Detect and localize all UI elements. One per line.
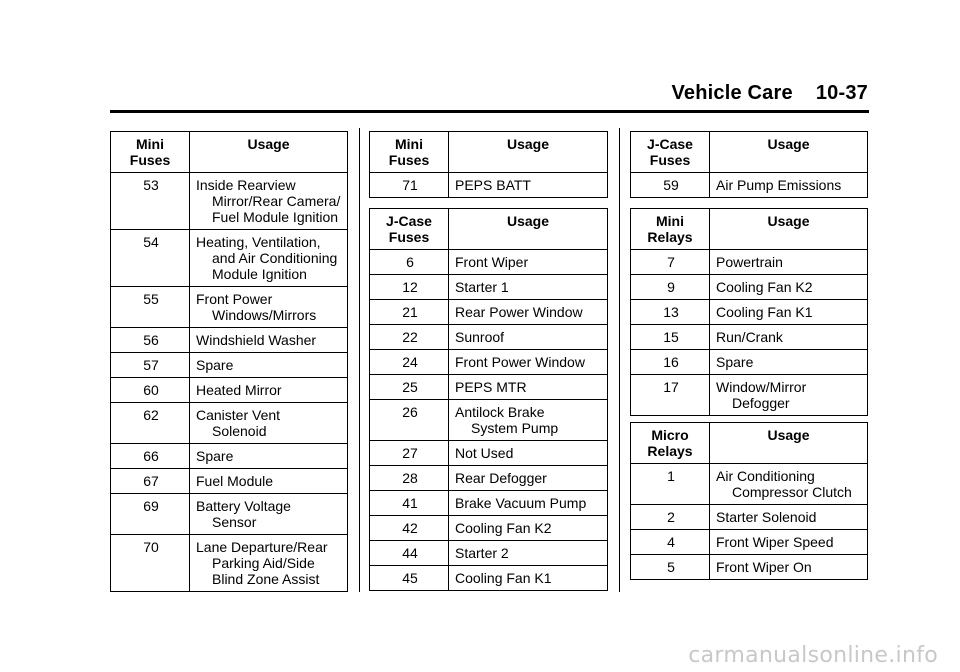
usage-line: Windshield Washer <box>196 332 317 348</box>
fuse-number: 16 <box>631 350 710 375</box>
column-header-number: Mini Fuses <box>370 132 449 173</box>
table-row <box>370 541 608 566</box>
fuse-usage <box>449 566 608 591</box>
usage-line: Brake Vacuum Pump <box>455 495 587 511</box>
usage-line: Sunroof <box>455 329 505 345</box>
table-row <box>111 403 348 444</box>
table-row <box>111 469 348 494</box>
fuse-number: 22 <box>370 325 449 350</box>
table-row <box>631 530 868 555</box>
usage-line: Front Wiper Speed <box>716 534 834 550</box>
j-case-fuses-table <box>369 208 608 591</box>
fuse-usage <box>710 300 868 325</box>
fuse-usage <box>190 494 348 535</box>
usage-line: Air Conditioning <box>716 468 815 484</box>
table-row <box>631 375 868 416</box>
fuse-usage <box>710 464 868 505</box>
fuse-usage <box>710 250 868 275</box>
fuse-number: 56 <box>111 328 190 353</box>
fuse-number: 55 <box>111 287 190 328</box>
fuse-usage <box>449 541 608 566</box>
fuse-number: 25 <box>370 375 449 400</box>
column-header-usage: Usage <box>190 132 348 173</box>
usage-line: Inside Rearview <box>196 177 296 193</box>
usage-line: Module Ignition <box>212 266 307 282</box>
table-header-row <box>631 423 868 464</box>
fuse-number: 69 <box>111 494 190 535</box>
column-header-usage: Usage <box>449 209 608 250</box>
fuse-number: 17 <box>631 375 710 416</box>
fuse-usage <box>710 173 868 198</box>
fuse-number: 42 <box>370 516 449 541</box>
micro-relays-table <box>630 422 868 580</box>
usage-line: Fuel Module Ignition <box>212 209 339 225</box>
fuse-number: 54 <box>111 230 190 287</box>
usage-line: Lane Departure/Rear <box>196 539 328 555</box>
column-header-usage: Usage <box>710 209 868 250</box>
section-title: Vehicle Care <box>671 82 793 104</box>
fuse-usage <box>449 400 608 441</box>
table-row <box>631 464 868 505</box>
fuse-number: 1 <box>631 464 710 505</box>
fuse-number: 60 <box>111 378 190 403</box>
column-divider-right <box>619 128 620 592</box>
usage-line: Front Power Window <box>455 354 585 370</box>
fuse-usage <box>190 444 348 469</box>
fuse-usage <box>710 325 868 350</box>
fuse-usage <box>190 469 348 494</box>
fuse-number: 6 <box>370 250 449 275</box>
table-row <box>370 516 608 541</box>
fuse-usage <box>710 375 868 416</box>
fuse-usage <box>449 350 608 375</box>
fuse-usage <box>449 325 608 350</box>
usage-line: Rear Defogger <box>455 470 547 486</box>
fuse-usage <box>710 530 868 555</box>
table-row <box>370 375 608 400</box>
table-row <box>631 173 868 198</box>
fuse-number: 28 <box>370 466 449 491</box>
table-row <box>111 173 348 230</box>
fuse-usage <box>449 441 608 466</box>
fuse-number: 21 <box>370 300 449 325</box>
usage-line: Starter Solenoid <box>716 509 817 525</box>
fuse-usage <box>190 535 348 592</box>
usage-line: Front Power <box>196 291 273 307</box>
fuse-number: 7 <box>631 250 710 275</box>
table-header-row <box>370 132 608 173</box>
fuse-number: 45 <box>370 566 449 591</box>
page-header-title <box>671 82 868 105</box>
column-header-number: Mini Fuses <box>111 132 190 173</box>
fuse-usage <box>710 350 868 375</box>
fuse-number: 26 <box>370 400 449 441</box>
fuse-number: 27 <box>370 441 449 466</box>
table-header-row <box>631 209 868 250</box>
fuse-number: 44 <box>370 541 449 566</box>
usage-line: Spare <box>196 357 234 373</box>
table-row <box>370 250 608 275</box>
table-row <box>631 250 868 275</box>
table-row <box>111 287 348 328</box>
usage-line: Starter 2 <box>455 545 509 561</box>
fuse-number: 70 <box>111 535 190 592</box>
fuse-number: 24 <box>370 350 449 375</box>
fuse-number: 57 <box>111 353 190 378</box>
table-row <box>370 300 608 325</box>
usage-line: Spare <box>716 354 754 370</box>
fuse-usage <box>449 300 608 325</box>
usage-line: Antilock Brake <box>455 404 545 420</box>
column-header-number: J-Case Fuses <box>631 132 710 173</box>
column-header-usage: Usage <box>710 423 868 464</box>
table-row <box>631 300 868 325</box>
usage-line: and Air Conditioning <box>212 250 338 266</box>
usage-line: Mirror/Rear Camera/ <box>212 193 341 209</box>
column-header-usage: Usage <box>710 132 868 173</box>
table-row <box>111 535 348 592</box>
table-row <box>631 350 868 375</box>
fuse-usage <box>190 378 348 403</box>
table-row <box>370 275 608 300</box>
table-row <box>631 555 868 580</box>
fuse-number: 71 <box>370 173 449 198</box>
table-row <box>111 230 348 287</box>
fuse-usage <box>449 516 608 541</box>
mini-fuses-table <box>110 131 348 592</box>
j-case-fuses-table-continued <box>630 131 868 198</box>
usage-line: Not Used <box>455 445 514 461</box>
fuse-usage <box>190 328 348 353</box>
usage-line: Cooling Fan K2 <box>716 279 813 295</box>
usage-line: Front Wiper <box>455 254 529 270</box>
fuse-number: 5 <box>631 555 710 580</box>
usage-line: Compressor Clutch <box>732 484 852 500</box>
usage-line: Windows/Mirrors <box>212 307 317 323</box>
usage-line: Window/Mirror <box>716 379 807 395</box>
table-row <box>631 325 868 350</box>
table-row <box>631 275 868 300</box>
fuse-number: 4 <box>631 530 710 555</box>
usage-line: Cooling Fan K2 <box>455 520 552 536</box>
usage-line: Powertrain <box>716 254 783 270</box>
usage-line: Heating, Ventilation, <box>196 234 321 250</box>
fuse-number: 12 <box>370 275 449 300</box>
column-divider-left <box>359 128 360 592</box>
table-row <box>370 466 608 491</box>
fuse-usage <box>190 173 348 230</box>
table-row <box>370 566 608 591</box>
column-header-number: Mini Relays <box>631 209 710 250</box>
usage-line: Spare <box>196 448 234 464</box>
fuse-usage <box>710 275 868 300</box>
usage-line: Battery Voltage <box>196 498 291 514</box>
fuse-usage <box>710 555 868 580</box>
fuse-usage <box>190 287 348 328</box>
column-header-number: J-Case Fuses <box>370 209 449 250</box>
table-row <box>370 173 608 198</box>
table-header-row <box>370 209 608 250</box>
fuse-usage <box>449 466 608 491</box>
table-header-row <box>631 132 868 173</box>
usage-line: System Pump <box>471 420 559 436</box>
mini-fuses-table-continued <box>369 131 608 198</box>
page-number: 10-37 <box>815 82 868 104</box>
usage-line: Solenoid <box>212 423 267 439</box>
table-row <box>370 441 608 466</box>
column-header-number: Micro Relays <box>631 423 710 464</box>
usage-line: Rear Power Window <box>455 304 583 320</box>
usage-line: PEPS MTR <box>455 379 527 395</box>
fuse-number: 13 <box>631 300 710 325</box>
fuse-number: 53 <box>111 173 190 230</box>
fuse-usage <box>190 230 348 287</box>
table-row <box>370 491 608 516</box>
table-row <box>370 325 608 350</box>
usage-line: Air Pump Emissions <box>716 177 842 193</box>
usage-line: PEPS BATT <box>455 177 531 193</box>
table-row <box>111 378 348 403</box>
fuse-number: 62 <box>111 403 190 444</box>
fuse-usage <box>190 403 348 444</box>
usage-line: Front Wiper On <box>716 559 812 575</box>
usage-line: Cooling Fan K1 <box>716 304 813 320</box>
usage-line: Canister Vent <box>196 407 281 423</box>
fuse-usage <box>449 173 608 198</box>
fuse-usage <box>449 375 608 400</box>
fuse-number: 59 <box>631 173 710 198</box>
header-rule <box>110 110 869 113</box>
watermark: carmanualsonline.info <box>688 643 938 668</box>
table-row <box>111 494 348 535</box>
mini-relays-table <box>630 208 868 416</box>
fuse-number: 67 <box>111 469 190 494</box>
fuse-usage <box>449 491 608 516</box>
usage-line: Heated Mirror <box>196 382 282 398</box>
usage-line: Fuel Module <box>196 473 274 489</box>
usage-line: Blind Zone Assist <box>212 571 320 587</box>
table-row <box>370 350 608 375</box>
fuse-usage <box>190 353 348 378</box>
usage-line: Sensor <box>212 514 257 530</box>
fuse-usage <box>710 505 868 530</box>
usage-line: Parking Aid/Side <box>212 555 315 571</box>
table-row <box>370 400 608 441</box>
column-header-usage: Usage <box>449 132 608 173</box>
usage-line: Defogger <box>732 395 790 411</box>
fuse-usage <box>449 250 608 275</box>
fuse-number: 2 <box>631 505 710 530</box>
table-header-row <box>111 132 348 173</box>
table-row <box>111 353 348 378</box>
fuse-number: 66 <box>111 444 190 469</box>
usage-line: Cooling Fan K1 <box>455 570 552 586</box>
table-row <box>631 505 868 530</box>
table-row <box>111 328 348 353</box>
fuse-number: 41 <box>370 491 449 516</box>
fuse-number: 15 <box>631 325 710 350</box>
usage-line: Run/Crank <box>716 329 783 345</box>
usage-line: Starter 1 <box>455 279 509 295</box>
table-row <box>111 444 348 469</box>
fuse-usage <box>449 275 608 300</box>
fuse-number: 9 <box>631 275 710 300</box>
